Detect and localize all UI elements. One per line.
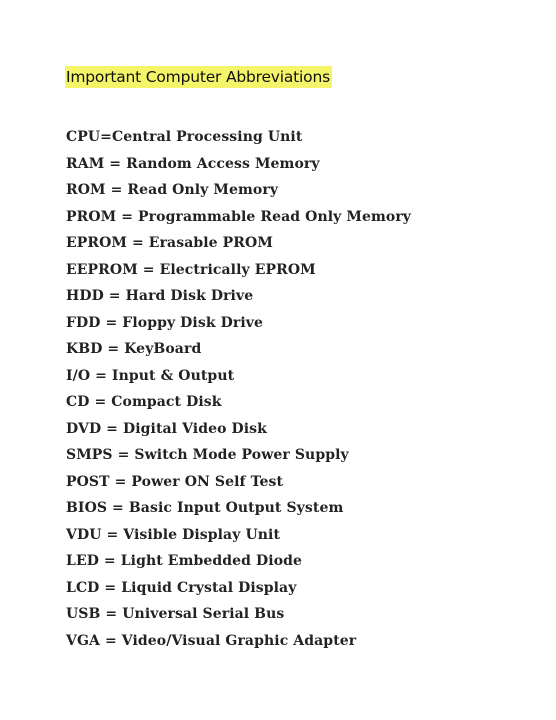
- list-item: ROM = Read Only Memory: [66, 182, 279, 198]
- list-item: CD = Compact Disk: [66, 394, 222, 410]
- list-item: USB = Universal Serial Bus: [66, 606, 285, 622]
- list-item: KBD = KeyBoard: [66, 341, 202, 357]
- list-item: CPU=Central Processing Unit: [66, 129, 303, 145]
- list-item: POST = Power ON Self Test: [66, 473, 284, 490]
- list-item: FDD = Floppy Disk Drive: [66, 314, 263, 331]
- list-item: LCD = Liquid Crystal Display: [66, 579, 297, 596]
- list-item: SMPS = Switch Mode Power Supply: [66, 447, 349, 463]
- list-item: BIOS = Basic Input Output System: [66, 500, 344, 516]
- list-item: VDU = Visible Display Unit: [66, 526, 281, 543]
- page-title: Important Computer Abbreviations: [66, 68, 330, 86]
- list-item: EEPROM = Electrically EPROM: [66, 261, 316, 278]
- abbreviation-list: [66, 124, 411, 654]
- list-item: I/O = Input & Output: [66, 367, 235, 384]
- list-item: RAM = Random Access Memory: [66, 155, 320, 172]
- list-item: DVD = Digital Video Disk: [66, 420, 267, 437]
- list-item: LED = Light Embedded Diode: [66, 553, 303, 569]
- list-item: HDD = Hard Disk Drive: [66, 288, 254, 304]
- list-item: VGA = Video/Visual Graphic Adapter: [66, 632, 357, 649]
- list-item: EPROM = Erasable PROM: [66, 235, 273, 251]
- list-item: PROM = Programmable Read Only Memory: [66, 208, 412, 225]
